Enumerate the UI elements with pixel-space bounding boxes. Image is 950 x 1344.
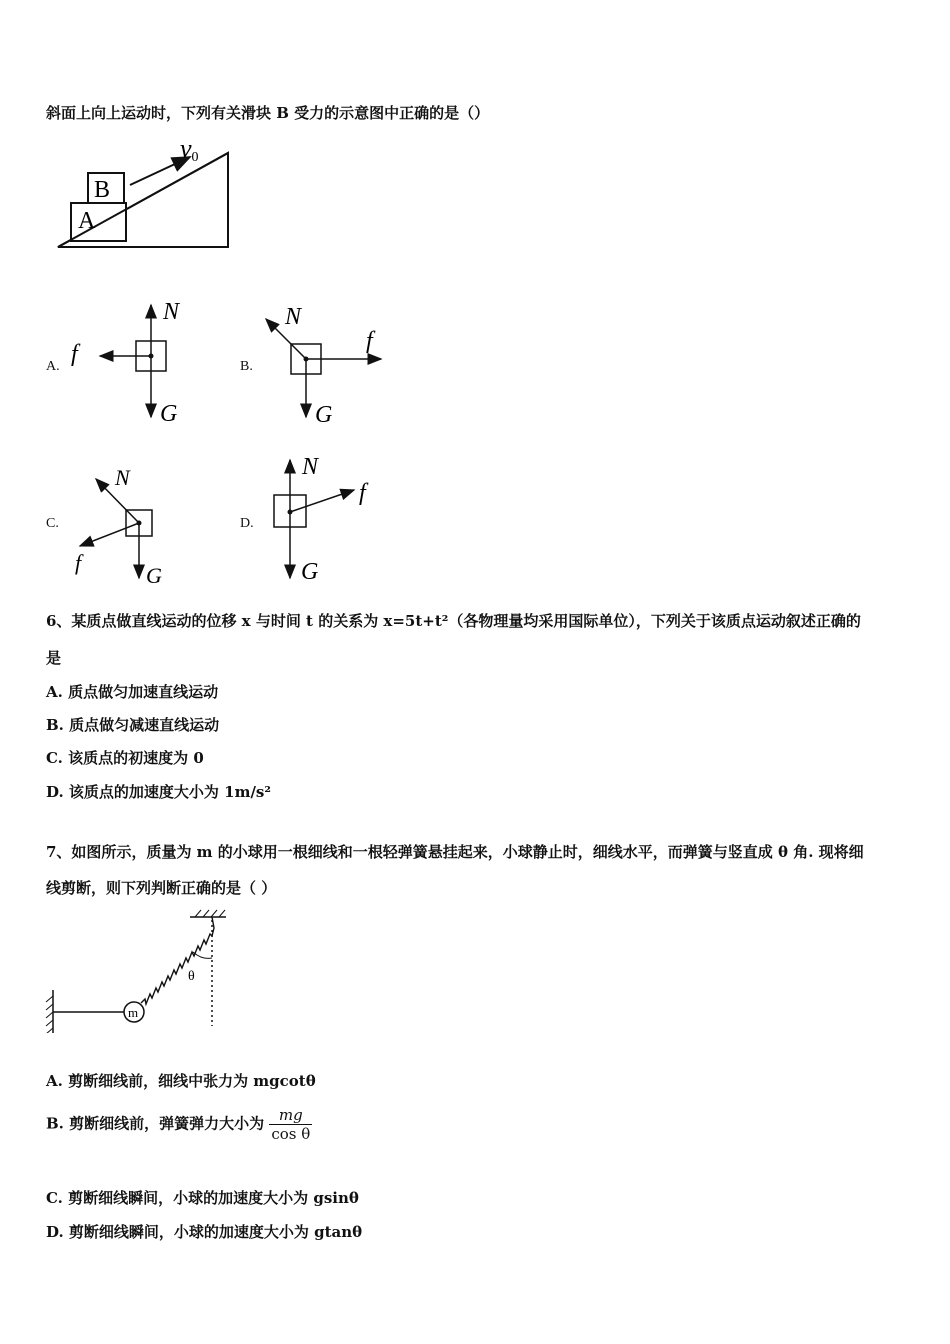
q7-line2: 线剪断，则下列判断正确的是（ ） — [46, 879, 277, 897]
q7-option-b-prefix: B. 剪断细线前，弹簧弹力大小为 — [46, 1114, 265, 1133]
q7-option-b[interactable] — [46, 1106, 312, 1143]
q6-line1: 6、某质点做直线运动的位移 x 与时间 t 的关系为 x=5t+t²（各物理量均采用国际单位），下列关于该质点运动叙述正确的 — [46, 612, 861, 630]
q6-option-b[interactable]: B. 质点做匀减速直线运动 — [46, 716, 220, 734]
q5-option-c-label[interactable]: C. — [46, 516, 59, 531]
q5-option-c-diagram — [65, 460, 195, 590]
q6-option-d[interactable]: D. 该质点的加速度大小为 1m/s² — [46, 783, 271, 801]
q6-option-a[interactable]: A. 质点做匀加速直线运动 — [46, 683, 219, 701]
spring-figure — [40, 908, 240, 1033]
q5-option-a-diagram — [65, 295, 215, 425]
q7-option-d[interactable]: D. 剪断细线瞬间，小球的加速度大小为 gtanθ — [46, 1223, 363, 1241]
q5-option-b-label[interactable]: B. — [240, 359, 253, 374]
friction-label: f — [359, 480, 366, 506]
gravity-label: G — [146, 563, 162, 588]
normal-label: N — [285, 304, 302, 330]
gravity-label: G — [315, 402, 333, 428]
q5-option-d-diagram — [255, 452, 395, 587]
fraction — [269, 1106, 312, 1143]
velocity-label: v0 — [180, 135, 199, 165]
friction-label: f — [75, 550, 82, 575]
q6-option-c[interactable]: C. 该质点的初速度为 0 — [46, 749, 204, 767]
gravity-label: G — [301, 559, 319, 585]
block-a-label: A — [78, 208, 96, 234]
q7-option-c[interactable]: C. 剪断细线瞬间，小球的加速度大小为 gsinθ — [46, 1189, 359, 1207]
friction-arrow — [80, 523, 139, 546]
angle-label: θ — [188, 969, 195, 984]
normal-label: N — [163, 299, 180, 325]
normal-label: N — [302, 454, 319, 480]
q5-stem: 斜面上向上运动时，下列有关滑块 B 受力的示意图中正确的是（） — [46, 104, 490, 122]
normal-label: N — [115, 465, 130, 490]
fraction-numerator: mg — [269, 1106, 312, 1125]
q7-line1: 7、如图所示，质量为 m 的小球用一根细线和一根轻弹簧悬挂起来，小球静止时，细线水平，而弹簧与竖直成 θ 角. 现将细 — [46, 843, 864, 861]
friction-label: f — [366, 328, 373, 354]
q5-option-a-label[interactable]: A. — [46, 359, 60, 374]
q5-option-d-label[interactable]: D. — [240, 516, 254, 531]
ball-label: m — [128, 1005, 139, 1020]
friction-arrow — [290, 490, 354, 512]
block-b-label: B — [94, 177, 111, 203]
fraction-denominator: cos θ — [271, 1125, 311, 1143]
friction-label: f — [71, 341, 78, 367]
gravity-label: G — [160, 401, 178, 425]
q5-option-b-diagram — [255, 300, 405, 430]
q7-option-a[interactable]: A. 剪断细线前，细线中张力为 mgcotθ — [46, 1072, 316, 1090]
incline-figure — [40, 135, 280, 265]
q6-line2: 是 — [46, 649, 62, 667]
spring — [141, 917, 214, 1004]
